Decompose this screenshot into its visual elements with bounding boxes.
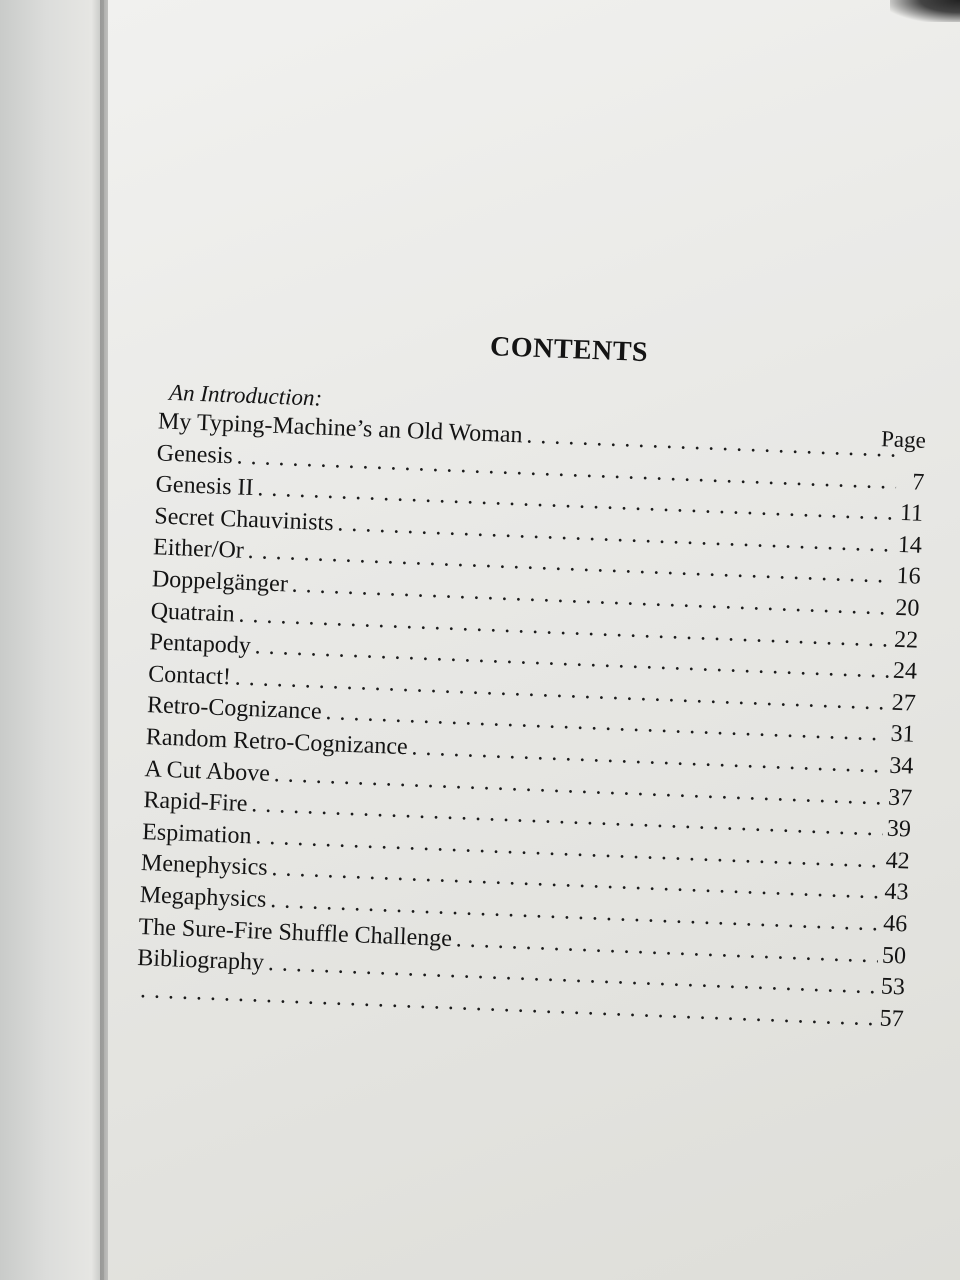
toc-entry-page: 7: [911, 468, 925, 496]
toc-entry-page: 22: [893, 626, 919, 654]
toc-entry-page: 16: [896, 563, 922, 591]
toc-entry-page: 14: [897, 531, 923, 559]
toc-entry-page: 57: [879, 1005, 905, 1033]
toc-entry-title: Secret Chauvinists: [153, 503, 335, 536]
toc-entry-page: 11: [899, 500, 924, 527]
toc-entry-title: Espimation: [141, 818, 253, 849]
toc-entry-page: 37: [887, 784, 913, 812]
toc-entry-title: Menephysics: [140, 850, 269, 882]
page-corner-shadow: [890, 0, 960, 22]
toc-entry-page: 46: [882, 910, 908, 938]
toc-entry-page: 50: [881, 942, 907, 969]
toc-entry-title: Retro-Cognizance: [146, 692, 323, 726]
toc-entry-page: 31: [890, 721, 916, 748]
toc-entry-title: Doppelgänger: [151, 566, 289, 598]
toc-entry-title: My Typing-Machine’s an Old Woman: [157, 408, 524, 449]
left-facing-page: [0, 0, 104, 1280]
toc-entry-page: 34: [888, 752, 914, 780]
toc-entry-title: Genesis: [156, 439, 234, 469]
toc-entry-page: 27: [891, 689, 917, 717]
toc-entry-title: Either/Or: [152, 534, 245, 565]
toc-entry-title: Rapid-Fire: [142, 787, 248, 818]
table-of-contents: [124, 318, 950, 1036]
toc-entry-page: 20: [894, 594, 920, 622]
toc-entry-page: 42: [885, 847, 911, 875]
toc-entry-page: [901, 457, 925, 458]
page-column-header: Page: [880, 426, 927, 453]
toc-entry-title: Contact!: [147, 660, 232, 691]
toc-entry-page: 39: [886, 815, 912, 843]
toc-entry-title: Genesis II: [155, 471, 255, 502]
toc-entry-page: 43: [884, 878, 909, 906]
contents-heading: CONTENTS: [489, 331, 649, 369]
toc-entry-title: The Sure-Fire Shuffle Challenge: [138, 913, 453, 952]
toc-entry-page: 24: [892, 657, 918, 685]
toc-list: [124, 406, 946, 1037]
toc-entry-title: Megaphysics: [139, 881, 267, 913]
toc-entry-title: Quatrain: [150, 597, 236, 628]
intro-label: An Introduction:: [168, 379, 323, 411]
toc-entry-title: Bibliography: [136, 945, 265, 976]
toc-entry-title: Pentapody: [149, 629, 252, 660]
toc-entry-title: A Cut Above: [144, 755, 271, 787]
toc-entry-page: 53: [880, 973, 906, 1001]
toc-entry-title: Random Retro-Cognizance: [145, 724, 409, 761]
